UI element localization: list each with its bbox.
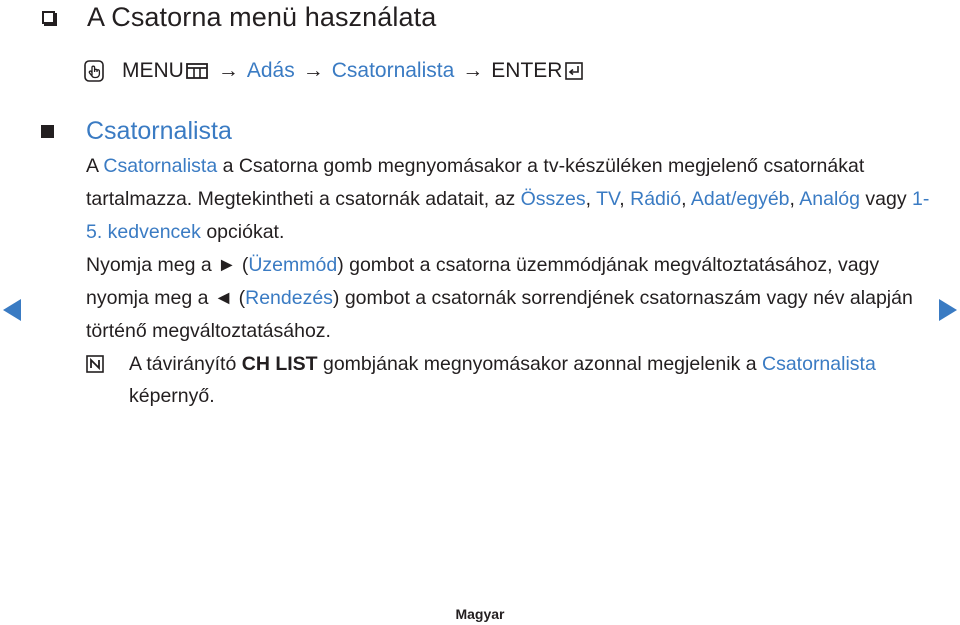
note-icon [86,355,104,373]
term-kedvencek: 1-5. kedvencek [86,188,930,243]
paragraph-2: Nyomja meg a ► (Üzemmód) gombot a csatorna üzemmódjának megváltoztatásához, vagy nyomja meg a ◄ (Rendezés) gombot a csatornák sorrendjének csatornaszám vagy név alapján történő megváltoztatásához. [86,254,913,342]
term-rendezes: Rendezés [245,287,333,309]
term-tv: TV [596,188,620,210]
term-csatornalista: Csatornalista [103,155,218,177]
menu-icon [186,63,208,79]
checkbox-icon [42,11,55,24]
term-csatornalista-note: Csatornalista [762,353,876,375]
enter-label: ENTER [491,59,563,82]
triangle-left-icon[interactable] [2,298,22,322]
menu-label: MENU [122,59,184,82]
square-bullet-icon [41,125,54,138]
term-uzemmod: Üzemmód [248,254,338,276]
term-radio: Rádió [630,188,682,210]
term-ch-list: CH LIST [241,353,318,375]
section-header [41,115,232,147]
note-text: A távirányító CH LIST gombjának megnyomásakor azonnal megjelenik a Csatornalista képernyő. [129,353,876,407]
term-adat-egyeb: Adat/egyéb [690,188,790,210]
page-title: A Csatorna menü használata [87,1,437,32]
footer-language: Magyar [455,606,505,622]
hand-icon [84,60,104,82]
path-step-adas: Adás [246,59,295,82]
path-step-csatornalista: Csatornalista [331,59,455,82]
menu-path [84,56,583,86]
term-analog: Analóg [799,188,860,210]
enter-icon [565,62,583,80]
section-body [86,150,936,348]
note [86,348,936,412]
section-title: Csatornalista [86,116,232,145]
triangle-right-icon[interactable] [938,298,958,322]
page-title-row [28,0,436,34]
paragraph-1: A Csatornalista a Csatorna gomb megnyomásakor a tv-készüléken megjelenő csatornákat tartalmazza. Megtekintheti a csatornák adatait, az Összes, TV, Rádió, Adat/egyéb, Analóg vagy 1-5. kedvencek opciókat. [86,155,930,243]
path-arrow: → [217,59,239,82]
path-arrow: → [302,59,324,82]
path-arrow: → [462,59,484,82]
term-osszes: Összes [520,188,586,210]
